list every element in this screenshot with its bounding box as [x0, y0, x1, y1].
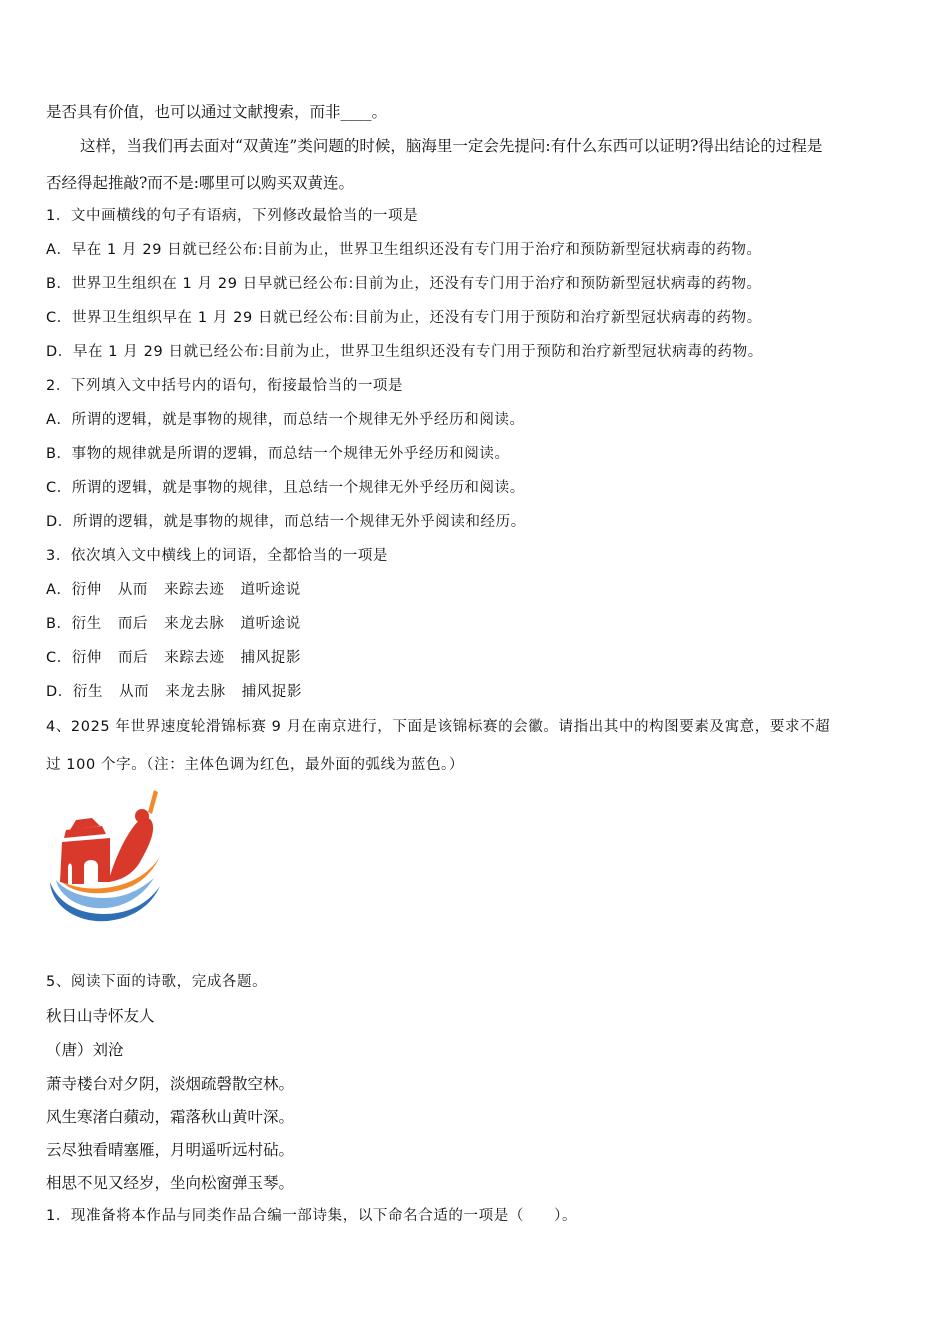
option-word: 来踪去迹: [164, 582, 225, 598]
option-word: 捕风捉影: [241, 684, 303, 700]
question-4-line: 过 100 个字。（注：主体色调为红色，最外面的弧线为蓝色。）: [46, 757, 464, 773]
poem-line: 相思不见又经岁，坐向松窗弹玉琴。: [46, 1174, 295, 1192]
option-word: 道听途说: [240, 616, 301, 632]
option-c: C．世界卫生组织早在 1 月 29 日就已经公布:目前为止，还没有专门用于预防和治疗新型冠状病毒的药物。: [46, 310, 762, 326]
championship-emblem-image: [44, 786, 164, 934]
skater-arm: [148, 790, 158, 814]
poem-line: 萧寺楼台对夕阴，淡烟疏磬散空林。: [46, 1075, 295, 1093]
text-line: 是否具有价值，也可以通过文献搜索，而非____。: [46, 103, 388, 121]
option-word: 而后: [117, 616, 149, 632]
option-b: B．世界卫生组织在 1 月 29 日早就已经公布:目前为止，还没有专门用于治疗和预防新型冠状病毒的药物。: [46, 276, 762, 292]
option-c: [46, 648, 317, 668]
poem-title: 秋日山寺怀友人: [46, 1007, 155, 1025]
option-word: 从而: [119, 684, 150, 700]
question-1-stem: 1．文中画横线的句子有语病，下列修改最恰当的一项是: [46, 208, 419, 224]
option-a: A．早在 1 月 29 日就已经公布:目前为止，世界卫生组织还没有专门用于治疗和预防新型冠状病毒的药物。: [46, 242, 762, 258]
option-b: [46, 614, 317, 634]
option-word: 捕风捉影: [240, 650, 302, 666]
text-line: 否经得起推敲?而不是:哪里可以购买双黄连。: [46, 174, 355, 192]
option-word: B．衍生: [46, 616, 102, 632]
option-a: A．所谓的逻辑，就是事物的规律，而总结一个规律无外乎经历和阅读。: [46, 412, 525, 428]
text-line: 这样，当我们再去面对“双黄连”类问题的时候，脑海里一定会先提问:有什么东西可以证明?得出结论的过程是: [80, 137, 823, 155]
option-word: C．衍伸: [46, 650, 103, 666]
option-c: C．所谓的逻辑，就是事物的规律，且总结一个规律无外乎经历和阅读。: [46, 480, 525, 496]
option-a: [46, 580, 317, 600]
option-d: D．所谓的逻辑，就是事物的规律，而总结一个规律无外乎阅读和经历。: [46, 514, 526, 530]
option-word: A．衍伸: [46, 582, 102, 598]
option-d: D．早在 1 月 29 日就已经公布:目前为止，世界卫生组织还没有专门用于预防和治疗新型冠状病毒的药物。: [46, 344, 763, 360]
question-2-stem: 2．下列填入文中括号内的语句，衔接最恰当的一项是: [46, 378, 404, 394]
option-b: B．事物的规律就是所谓的逻辑，而总结一个规律无外乎经历和阅读。: [46, 446, 510, 462]
question-5-intro: 5、阅读下面的诗歌，完成各题。: [46, 974, 268, 990]
question-5-sub-1: 1．现准备将本作品与同类作品合编一部诗集，以下命名合适的一项是（ ）。: [46, 1208, 578, 1224]
poem-line: 云尽独看晴塞雁，月明遥听远村砧。: [46, 1141, 295, 1159]
poem-author: （唐）刘沧: [46, 1041, 124, 1059]
option-word: D．衍生: [46, 684, 104, 700]
option-d: [46, 682, 318, 702]
option-word: 来龙去脉: [165, 684, 226, 700]
option-word: 而后: [118, 650, 149, 666]
skater-head: [135, 809, 149, 823]
question-4-line: 4、2025 年世界速度轮滑锦标赛 9 月在南京进行，下面是该锦标赛的会徽。请指出其中的构图要素及寓意，要求不超: [46, 719, 831, 735]
light-blue-arc: [56, 878, 154, 908]
option-word: 来踪去迹: [164, 650, 225, 666]
poem-line: 风生寒渚白蘋动，霜落秋山黄叶深。: [46, 1108, 295, 1126]
city-gate: [60, 838, 110, 884]
option-word: 来龙去脉: [164, 616, 225, 632]
question-3-stem: 3．依次填入文中横线上的词语，全都恰当的一项是: [46, 548, 389, 564]
option-word: 道听途说: [240, 582, 301, 598]
option-word: 从而: [117, 582, 149, 598]
